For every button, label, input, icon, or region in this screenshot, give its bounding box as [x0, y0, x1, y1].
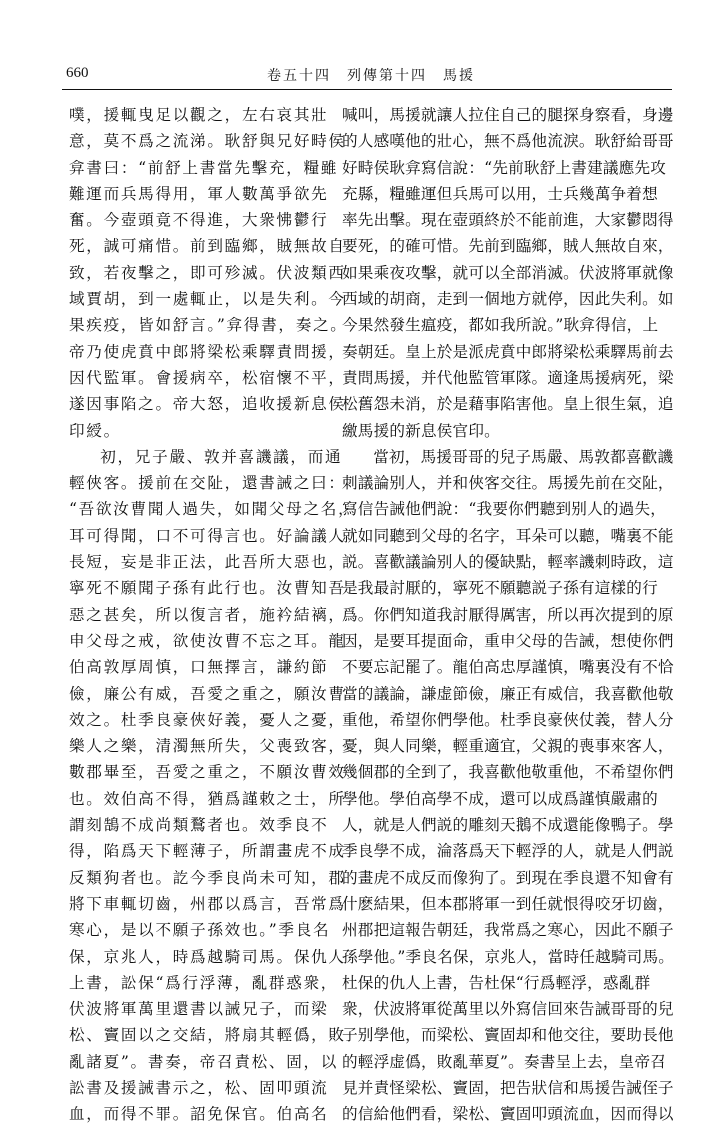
text-line: 幾個郡的全到了，我喜歡他敬重他，不希望你們: [342, 763, 674, 782]
text-line: 責問馬援，并代他監管軍隊。適逢馬援病死，梁: [342, 368, 674, 387]
text-line: 衆，伏波將軍從萬里以外寫信回來告誡哥哥的兒: [342, 1000, 674, 1019]
text-line: 州郡把這報告朝廷，我常爲之寒心，因此不願子: [342, 921, 674, 940]
text-line: 奏朝廷。皇上於是派虎賁中郎將梁松乘驛馬前去: [342, 342, 674, 361]
text-line: 如果乘夜攻擊，就可以全部消滅。伏波將軍就像: [342, 263, 674, 282]
text-line: 寫信告誡他們說：“我要你們聽到别人的過失，: [342, 500, 667, 519]
text-line: 子别學他，而梁松、竇固却和他交往，要助長他: [342, 1026, 674, 1045]
text-line: 寒心，是以不願子孫效也。”季良名: [69, 921, 331, 940]
text-line: 反類狗者也。訖今季良尚未可知，郡: [69, 868, 346, 887]
text-line: 學他。學伯高學不成，還可以成爲謹慎嚴肅的: [342, 789, 658, 808]
text-line: 因，是要耳提面命，重申父母的告誡，想使你們: [342, 631, 674, 650]
text-line: 不要忘記罷了。龍伯高忠厚謹慎，嘴裏没有不恰: [342, 658, 674, 677]
text-line: 憂，與人同樂，輕重適宜，父親的喪事來客人，: [342, 737, 674, 756]
page-number: 660: [66, 65, 89, 81]
text-line: 繳馬援的新息侯官印。: [342, 421, 500, 440]
text-line: 的輕浮虚僞，敗亂華夏”。奏書呈上去，皇帝召: [342, 1052, 667, 1071]
text-line: 今果然發生瘟疫，都如我所說。”耿弇得信，上: [342, 316, 659, 335]
text-line: 是我最討厭的，寧死不願聽説子孫有這樣的行: [342, 579, 658, 598]
text-line: 重他，希望你們學他。杜季良豪俠仗義，替人分: [342, 710, 674, 729]
text-line: 訟書及援誡書示之，松、固叩頭流: [69, 1078, 329, 1097]
text-line: 什麽結果，但本郡將軍一到任就恨得咬牙切齒，: [342, 894, 674, 913]
text-line: 惡之甚矣，所以復言者，施衿結褵，: [69, 605, 346, 624]
text-line: 要死，的確可惜。先前到臨鄉，賊人無故自來，: [342, 237, 674, 256]
text-line: 伏波將軍萬里還書以誡兄子，而梁: [69, 1000, 329, 1019]
text-line: 西域的胡商，走到一個地方就停，因此失利。如: [342, 290, 674, 309]
text-line: 樂人之樂，清濁無所失，父喪致客，: [69, 737, 346, 756]
text-line: 松舊怨未消，於是藉事陷害他。皇上很生氣，追: [342, 395, 674, 414]
text-line: 松、竇固以之交結，將扇其輕僞，敗: [69, 1026, 346, 1045]
text-line: 長短，妄是非正法，此吾所大惡也，: [69, 553, 346, 572]
text-line: 意，莫不爲之流涕。耿舒與兄好畤侯: [69, 132, 346, 151]
text-line: 奮。今壺頭竟不得進，大衆怫鬱行: [69, 211, 329, 230]
text-line: 得，陷爲天下輕薄子，所謂畫虎不成: [69, 842, 346, 861]
text-line: 難運而兵馬得用，軍人數萬爭欲先: [69, 184, 329, 203]
text-line: 説。喜歡議論别人的優缺點，輕率譏刺時政，這: [342, 553, 674, 572]
text-line: 刺議論别人，并和俠客交往。馬援先前在交阯，: [342, 474, 674, 493]
text-line: 效之。杜季良豪俠好義，憂人之憂，: [69, 710, 346, 729]
text-line: 申父母之戒，欲使汝曹不忘之耳。龍: [69, 631, 346, 650]
header-rule: [62, 89, 672, 90]
text-line: 謂刻鵠不成尚類鶩者也。效季良不: [69, 816, 329, 835]
text-line: 將下車輒切齒，州郡以爲言，吾常爲: [69, 894, 346, 913]
text-line: 帝乃使虎賁中郎將梁松乘驛責問援，: [69, 342, 346, 361]
text-line: 數郡畢至，吾愛之重之，不願汝曹效: [69, 763, 346, 782]
text-line: 耳可得聞，口不可得言也。好論議人: [69, 526, 346, 545]
text-line: 輕俠客。援前在交阯，還書誡之曰：: [69, 474, 346, 493]
text-line: 的畫虎不成反而像狗了。到現在季良還不知會有: [342, 868, 674, 887]
text-line: 域賈胡，到一處輒止，以是失利。今: [69, 290, 346, 309]
text-line: 噗，援輒曳足以觀之，左右哀其壯: [69, 106, 329, 124]
text-line: 血，而得不罪。詔免保官。伯高名: [69, 1105, 329, 1124]
text-line: 率先出擊。現在壺頭終於不能前進，大家鬱悶得: [342, 211, 674, 230]
text-line: 的信給他們看，梁松、竇固叩頭流血，因而得以: [342, 1105, 674, 1124]
text-line: 季良學不成，淪落爲天下輕浮的人，就是人們説: [342, 842, 674, 861]
text-line: 遂因事陷之。帝大怒，追收援新息侯: [69, 395, 346, 414]
text-line: 弇書曰：“前舒上書當先擊充，糧雖: [69, 158, 339, 177]
text-line: 初，兄子嚴、敦并喜譏議，而通: [100, 447, 343, 466]
running-title: 卷五十四 列傳第十四 馬援: [267, 68, 475, 84]
text-line: 當初，馬援哥哥的兒子馬嚴、馬敦都喜歡譏: [373, 447, 674, 466]
classical-text-column: [69, 102, 356, 1128]
text-line: 果疾疫，皆如舒言。”弇得書，奏之。: [69, 316, 348, 335]
text-line: 人，就是人們説的雕刻天鵝不成還能像鴨子。學: [342, 816, 674, 835]
text-line: 伯高敦厚周慎，口無擇言，謙約節: [69, 658, 329, 677]
text-line: 死，誠可痛惜。前到臨鄉，賊無故自: [69, 237, 346, 256]
text-line: 充縣，糧雖運但兵馬可以用，士兵幾萬争着想: [342, 184, 658, 203]
text-line: 保，京兆人，時爲越騎司馬。保仇人: [69, 947, 346, 966]
text-line: 孫學他。”季良名保，京兆人，當時任越騎司馬。: [342, 947, 675, 966]
text-line: 寧死不願聞子孫有此行也。汝曹知吾: [69, 579, 346, 598]
text-line: 當的議論，謙虚節儉，廉正有威信，我喜歡他敬: [342, 684, 674, 703]
text-line: 喊叫，馬援就讓人拉住自己的腿探身察看，身邊: [342, 106, 674, 124]
text-line: 也。效伯高不得，猶爲謹敕之士，所: [69, 789, 346, 808]
text-line: 致，若夜擊之，即可殄滅。伏波類西: [69, 263, 346, 282]
text-line: 印綬。: [69, 421, 121, 440]
text-line: “吾欲汝曹聞人過失，如聞父母之名，: [69, 500, 356, 519]
text-line: 因代監軍。會援病卒，松宿懷不平，: [69, 368, 346, 387]
running-header: [62, 63, 672, 87]
text-line: 杜保的仇人上書，告杜保“行爲輕浮，惑亂群: [342, 973, 651, 992]
text-line: 上書，訟保“爲行浮薄，亂群惑衆，: [69, 973, 339, 992]
text-line: 的人感嘆他的壯心，無不爲他流淚。耿舒給哥哥: [342, 132, 674, 151]
text-line: 好畤侯耿弇寫信說：“先前耿舒上書建議應先攻: [342, 158, 667, 177]
text-line: 就如同聽到父母的名字，耳朵可以聽，嘴裏不能: [342, 526, 674, 545]
text-line: 爲。你們知道我討厭得厲害，所以再次提到的原: [342, 605, 674, 624]
text-line: 亂諸夏”。書奏，帝召責松、固，以: [69, 1052, 339, 1071]
text-line: 見并責怪梁松、竇固，把告狀信和馬援告誡侄子: [342, 1078, 674, 1097]
text-line: 儉，廉公有威，吾愛之重之，願汝曹: [69, 684, 346, 703]
translation-column: [342, 102, 675, 1128]
